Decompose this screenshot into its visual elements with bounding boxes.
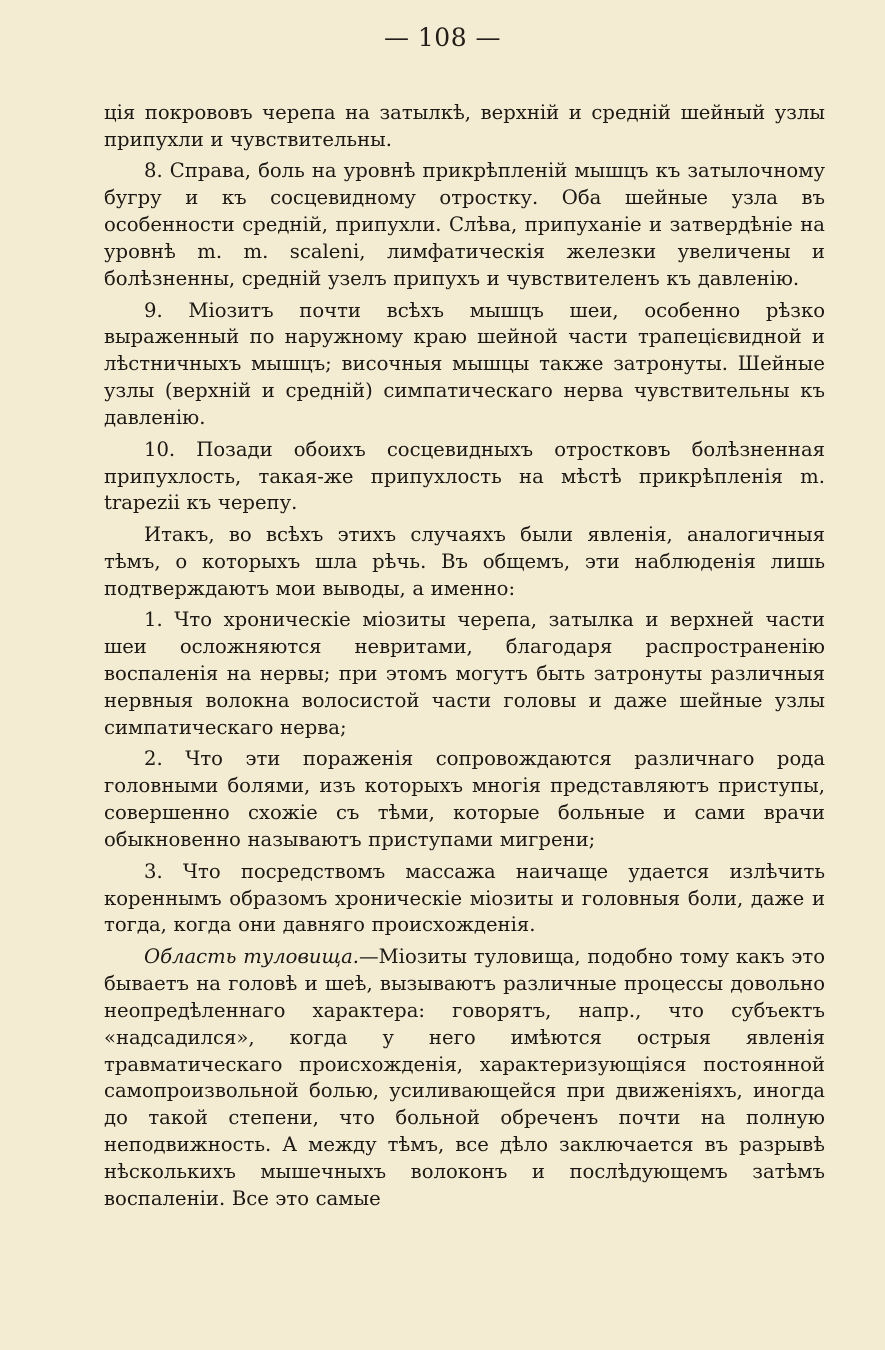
paragraph-case-10: 10. Позади обоихъ сосцевидныхъ отростковъ болѣзненная припухлость, такая-же припухлость на мѣстѣ прикрѣпленія m. trapezii къ черепу.: [104, 437, 825, 515]
paragraph-torso-text: —Міозиты туловища, подобно тому какъ это бываетъ на головѣ и шеѣ, вызываютъ различные процессы довольно неопредѣленнаго характера: говорятъ, напр., что субъектъ «надсадился», когда у него имѣются острыя явленія травматическаго происхожденія, характеризующіяся постоянной самопроизвольной болью, усиливающейся при движеніяхъ, иногда до такой степени, что больной обреченъ почти на полную неподвижность. А между тѣмъ, все дѣло заключается въ разрывѣ нѣсколькихъ мышечныхъ волоконъ и послѣдующемъ затѣмъ воспаленіи. Все это самые: [104, 944, 825, 1211]
body-text: [104, 100, 825, 1213]
page-number: — 108 —: [383, 23, 502, 52]
paragraph-conclusion-2: 2. Что эти пораженія сопровождаются различнаго рода головными болями, изъ которыхъ многія представляютъ приступы, совершенно схожіе съ тѣми, которые больные и сами врачи обыкновенно называютъ приступами мигрени;: [104, 747, 825, 852]
paragraph-conclusion-3: 3. Что посредствомъ массажа наичаще удается излѣчить кореннымъ образомъ хроническіе міозиты и головныя боли, даже и тогда, когда они давняго происхожденія.: [104, 859, 825, 937]
section-heading-torso: Область туловища.: [144, 944, 360, 968]
paragraph-continuation: ція покрововъ черепа на затылкѣ, верхній и средній шейный узлы припухли и чувствительны.: [104, 101, 825, 151]
paragraph-case-8: 8. Справа, боль на уровнѣ прикрѣпленій мышцъ къ затылочному бугру и къ сосцевидному отростку. Оба шейные узла въ особенности средній, припухли. Слѣва, припуханіе и затвердѣніе на уровнѣ m. m. scaleni, лимфатическія железки увеличены и болѣзненны, средній узелъ припухъ и чувствителенъ къ давленію.: [104, 159, 825, 291]
paragraph-summary: Итакъ, во всѣхъ этихъ случаяхъ были явленія, аналогичныя тѣмъ, о которыхъ шла рѣчь. Въ общемъ, эти наблюденія лишь подтверждаютъ мои выводы, а именно:: [104, 522, 825, 600]
paragraph-case-9: 9. Міозитъ почти всѣхъ мышцъ шеи, особенно рѣзко выраженный по наружному краю шейной части трапецієвидной и лѣстничныхъ мышцъ; височныя мышцы также затронуты. Шейные узлы (верхній и средній) симпатическаго нерва чувствительны къ давленію.: [104, 298, 825, 430]
paragraph-conclusion-1: 1. Что хроническіе міозиты черепа, затылка и верхней части шеи осложняются невритами, благодаря распространенію воспаленія на нервы; при этомъ могутъ быть затронуты различныя нервныя волокна волосистой части головы и даже шейные узлы симпатическаго нерва;: [104, 608, 825, 739]
paragraph-torso-section: [104, 944, 825, 1213]
